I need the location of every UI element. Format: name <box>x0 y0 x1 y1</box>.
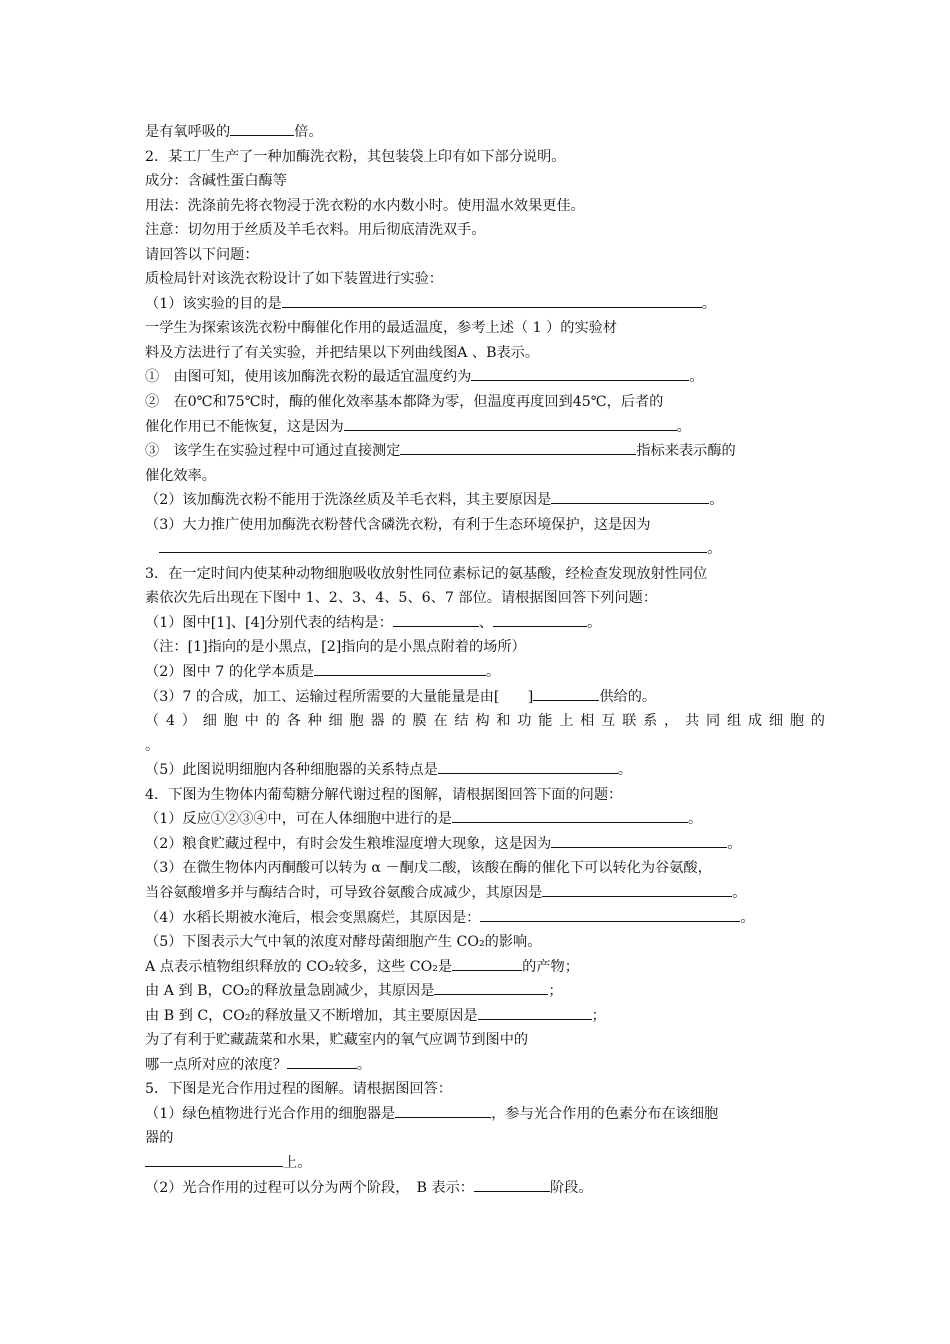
line-text: 。 <box>485 664 501 681</box>
line-text: （2）该加酶洗衣粉不能用于洗涤丝质及羊毛衣料，其主要原因是 <box>145 492 552 509</box>
line-text: 是有氧呼吸的 <box>145 124 231 140</box>
line-text: ； <box>548 983 563 1000</box>
text-line <box>145 955 825 980</box>
line-text: （注：[1]指向的是小黑点，[2]指向的是小黑点附着的场所） <box>145 639 526 656</box>
text-line <box>145 881 825 906</box>
text-line <box>145 145 825 170</box>
line-text: （1）绿色植物进行光合作用的细胞器是 <box>145 1105 396 1122</box>
text-line <box>145 783 825 808</box>
line-text: 供给的。 <box>599 688 657 705</box>
text-line <box>145 709 825 734</box>
line-text: 。 <box>740 909 755 926</box>
line-text: 2．某工厂生产了一种加酶洗衣粉，其包装袋上印有如下部分说明。 <box>145 148 566 165</box>
line-text: 指标来表示酶的 <box>636 443 736 460</box>
line-text: 质检局针对该洗衣粉设计了如下装置进行实验： <box>145 271 443 288</box>
text-line <box>145 390 825 415</box>
answer-blank <box>478 1005 592 1020</box>
line-text: ③ 该学生在实验过程中可通过直接测定 <box>145 443 401 460</box>
answer-blank <box>474 1177 550 1192</box>
text-line <box>145 415 825 440</box>
line-text: 素依次先后出现在下图中 1、2、3、4、5、6、7 部位。请根据图回答下列问题： <box>145 590 658 607</box>
text-line <box>145 341 825 366</box>
text-line <box>145 1102 825 1127</box>
line-text: （3）7 的合成，加工、运输过程所需要的大量能量是由[ ] <box>145 688 534 705</box>
line-text: 为了有利于贮藏蔬菜和水果，贮藏室内的氧气应调节到图中的 <box>145 1032 529 1049</box>
answer-blank <box>159 538 707 553</box>
line-text: 料及方法进行了有关实验，并把结果以下列曲线图A 、B表示。 <box>145 344 540 361</box>
text-line <box>145 906 825 931</box>
line-text: 注意：切勿用于丝质及羊毛衣料。用后彻底清洗双手。 <box>145 222 486 239</box>
text-line <box>145 660 825 685</box>
line-text: 。 <box>701 295 716 312</box>
line-text: 器的 <box>145 1130 174 1147</box>
line-text: 倍。 <box>294 124 323 140</box>
text-line <box>145 365 825 390</box>
text-line <box>145 1126 825 1151</box>
line-text: 3．在一定时间内使某种动物细胞吸收放射性同位素标记的氨基酸，经检查发现放射性同位 <box>145 565 708 582</box>
text-line <box>145 243 825 268</box>
text-line <box>145 685 825 710</box>
line-text: 。 <box>707 541 722 558</box>
answer-blank <box>282 293 702 308</box>
line-text: 一学生为探索该洗衣粉中酶催化作用的最适温度，参考上述（ 1 ）的实验材 <box>145 320 618 337</box>
answer-blank <box>393 612 479 627</box>
answer-blank <box>551 833 727 848</box>
text-line <box>145 562 825 587</box>
answer-blank <box>542 882 732 897</box>
text-line <box>145 635 825 660</box>
line-text: （5）下图表示大气中氧的浓度对酵母菌细胞产生 CO₂的影响。 <box>145 934 542 951</box>
text-line <box>145 169 825 194</box>
line-text: （2）图中 7 的化学本质是 <box>145 664 314 681</box>
line-text: A 点表示植物组织释放的 CO₂较多，这些 CO₂是 <box>145 958 453 975</box>
line-text: （3）大力推广使用加酶洗衣粉替代含磷洗衣粉，有利于生态环境保护，这是因为 <box>145 516 651 533</box>
line-text: 由 B 到 C，CO₂的释放量又不断增加，其主要原因是 <box>145 1007 478 1024</box>
text-line <box>145 856 825 881</box>
line-text: ② 在0℃和75℃时，酶的催化效率基本都降为零，但温度再度回到45℃，后者的 <box>145 394 664 411</box>
line-text: （1）反应①②③④中，可在人体细胞中进行的是 <box>145 811 452 828</box>
text-line <box>145 316 825 341</box>
line-text: 。 <box>732 884 747 901</box>
answer-blank <box>480 907 740 922</box>
answer-blank <box>452 808 688 823</box>
text-line <box>145 979 825 1004</box>
line-text: 用法：洗涤前先将衣物浸于洗衣粉的水内数小时。使用温水效果更佳。 <box>145 197 585 214</box>
text-line <box>145 1053 825 1078</box>
line-text: 。 <box>676 418 691 435</box>
answer-blank <box>145 1152 283 1167</box>
text-line <box>145 439 825 464</box>
text-line <box>145 734 825 759</box>
answer-blank <box>551 489 709 504</box>
line-text: 请回答以下问题： <box>145 246 259 263</box>
text-line <box>145 1028 825 1053</box>
answer-blank <box>438 759 618 774</box>
answer-blank <box>471 366 689 381</box>
text-line <box>145 930 825 955</box>
text-line <box>145 1004 825 1029</box>
line-text: （4）水稻长期被水淹后，根会变黑腐烂，其原因是： <box>145 909 481 926</box>
text-line <box>145 586 825 611</box>
line-text: 由 A 到 B，CO₂的释放量急剧减少，其原因是 <box>145 983 435 1000</box>
line-text: 阶段。 <box>550 1179 593 1196</box>
text-line <box>145 1176 825 1201</box>
line-text: 。 <box>617 762 632 779</box>
text-line <box>145 832 825 857</box>
line-text: 。 <box>145 737 160 754</box>
document-page <box>145 120 825 1200</box>
text-line <box>145 218 825 243</box>
line-text: ，参与光合作用的色素分布在该细胞 <box>491 1105 719 1122</box>
line-text: ① 由图可知，使用该加酶洗衣粉的最适宜温度约为 <box>145 369 472 386</box>
text-line <box>145 537 825 562</box>
answer-blank <box>452 956 522 971</box>
line-text: （3）在微生物体内丙酮酸可以转为 α －酮戊二酸，该酸在酶的催化下可以转化为谷氨酸， <box>145 860 712 877</box>
line-text <box>145 541 159 557</box>
line-text: （1）图中[1]、[4]分别代表的结构是： <box>145 614 393 631</box>
text-line <box>145 1077 825 1102</box>
answer-blank <box>314 661 486 676</box>
line-text: 。 <box>727 835 742 852</box>
line-text: 成分：含碱性蛋白酶等 <box>145 173 287 190</box>
answer-blank <box>344 416 677 431</box>
line-text: 催化效率。 <box>145 467 216 484</box>
text-line <box>145 194 825 219</box>
answer-blank <box>395 1103 491 1118</box>
text-line <box>145 1151 825 1176</box>
text-line <box>145 267 825 292</box>
line-text: 。 <box>709 492 724 509</box>
answer-blank <box>400 440 636 455</box>
line-text: 。 <box>689 369 704 386</box>
line-text: （4）细胞中的各种细胞器的膜在结构和功能上相互联系，共同组成细胞的 <box>145 713 825 730</box>
answer-blank <box>434 980 548 995</box>
text-line <box>145 488 825 513</box>
line-text: （2）粮食贮藏过程中，有时会发生粮堆湿度增大现象，这是因为 <box>145 835 552 852</box>
text-line <box>145 464 825 489</box>
text-line <box>145 807 825 832</box>
line-text: 的产物； <box>522 958 579 975</box>
line-text: （1）该实验的目的是 <box>145 295 282 312</box>
line-text: （5）此图说明细胞内各种细胞器的关系特点是 <box>145 762 438 779</box>
line-text: 4．下图为生物体内葡萄糖分解代谢过程的图解，请根据图回答下面的问题： <box>145 786 623 803</box>
line-text: 上。 <box>283 1154 312 1171</box>
line-text: 。 <box>356 1056 372 1073</box>
line-text: 、 <box>478 614 494 631</box>
text-line <box>145 292 825 317</box>
line-text: （2）光合作用的过程可以分为两个阶段， B 表示： <box>145 1179 474 1196</box>
answer-blank <box>533 686 599 701</box>
line-text: 当谷氨酸增多并与酶结合时，可导致谷氨酸合成减少，其原因是 <box>145 884 543 901</box>
text-line <box>145 611 825 636</box>
answer-blank <box>287 1054 357 1069</box>
line-text: 。 <box>587 614 602 631</box>
line-text: 催化作用已不能恢复，这是因为 <box>145 418 344 435</box>
answer-blank <box>493 612 587 627</box>
text-line <box>145 758 825 783</box>
text-line <box>145 513 825 538</box>
line-text: 哪一点所对应的浓度？ <box>145 1056 287 1073</box>
answer-blank <box>230 121 294 136</box>
text-line <box>145 120 825 145</box>
line-text: ； <box>591 1007 606 1024</box>
line-text: 5．下图是光合作用过程的图解。请根据图回答： <box>145 1081 452 1098</box>
line-text: 。 <box>687 811 703 828</box>
